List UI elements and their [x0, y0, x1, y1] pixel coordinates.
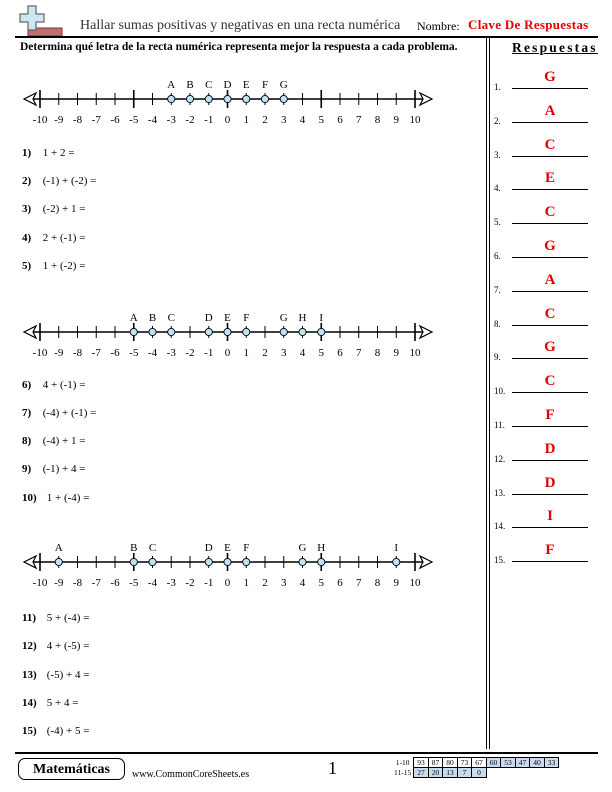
- problem-number: 2): [22, 175, 32, 187]
- problem-number: 9): [22, 463, 32, 475]
- number-line-3: [0, 535, 470, 595]
- point-label: A: [129, 312, 138, 324]
- answer-line: [512, 527, 588, 528]
- tick-label: 7: [356, 114, 362, 126]
- tick-label: 10: [409, 347, 421, 359]
- answer-value: G: [544, 69, 556, 85]
- tick-label: 6: [337, 577, 343, 589]
- tick-label: 3: [281, 577, 287, 589]
- answer-line: [512, 325, 588, 326]
- answer-value: E: [544, 170, 555, 187]
- tick-label: -4: [147, 577, 158, 589]
- tick-label: -9: [54, 347, 64, 359]
- problem: [22, 612, 89, 624]
- tick-label: 1: [243, 114, 249, 126]
- answer-value: C: [544, 204, 556, 221]
- problem: [22, 697, 78, 709]
- point-marker: [318, 328, 325, 335]
- answer-line: [512, 358, 588, 359]
- header-rule: [15, 36, 598, 38]
- point-marker: [299, 328, 306, 335]
- point-label: D: [204, 312, 213, 324]
- answer-number: 7.: [494, 284, 501, 295]
- tick-label: 0: [224, 577, 231, 589]
- answer-row: [494, 305, 594, 329]
- logo-plus-icon: [18, 4, 64, 36]
- point-label: B: [130, 542, 138, 554]
- tick-label: 3: [281, 114, 287, 126]
- problem-number: 6): [22, 379, 32, 391]
- problem-expression: 5 + 4 =: [44, 697, 79, 709]
- tick-label: 8: [374, 114, 381, 126]
- name-label: Nombre:: [417, 19, 460, 33]
- point-label: F: [243, 312, 250, 324]
- answer-row: [494, 407, 594, 430]
- answer-number: 4.: [494, 183, 501, 194]
- tick-label: 2: [262, 577, 268, 589]
- score-cell: 47: [515, 758, 530, 768]
- problem-number: 1): [22, 147, 32, 159]
- tick-label: -2: [185, 577, 195, 589]
- tick-label: -7: [91, 347, 101, 359]
- answers-title: Respuestas: [512, 40, 598, 55]
- answer-line: [512, 223, 588, 224]
- score-cell: 27: [414, 768, 429, 778]
- problem: [22, 407, 96, 419]
- problem: [22, 640, 89, 652]
- point-label: H: [317, 542, 326, 554]
- problem-expression: (-4) + 5 =: [44, 725, 90, 737]
- answer-number: 10.: [494, 386, 506, 397]
- number-line-2: [0, 305, 470, 365]
- answer-value: A: [544, 271, 556, 288]
- score-cell: 67: [472, 758, 487, 768]
- point-label: I: [319, 312, 324, 324]
- point-marker: [318, 558, 325, 565]
- answer-number: 13.: [494, 487, 506, 498]
- problem: [22, 435, 85, 447]
- tick-label: 10: [409, 114, 421, 126]
- score-cell: 7: [457, 768, 472, 778]
- point-marker: [205, 95, 212, 102]
- tick-label: 6: [337, 114, 343, 126]
- problem: [22, 203, 85, 215]
- point-marker: [299, 558, 306, 565]
- point-label: C: [167, 312, 175, 324]
- tick-label: -5: [129, 347, 139, 359]
- tick-label: 2: [262, 114, 268, 126]
- score-table: [391, 757, 559, 778]
- point-label: D: [223, 79, 232, 91]
- score-cell: 13: [443, 768, 458, 778]
- answer-number: 11.: [494, 420, 505, 430]
- score-cell: 93: [414, 758, 429, 768]
- tick-label: 0: [224, 347, 231, 359]
- answer-line: [512, 156, 588, 157]
- answer-row: [494, 170, 594, 194]
- tick-label: -5: [129, 577, 139, 589]
- problem-expression: (-1) + (-2) =: [40, 175, 97, 187]
- answer-row: [494, 339, 594, 363]
- problem: [22, 669, 89, 681]
- point-marker: [280, 95, 287, 102]
- page-number: 1: [328, 758, 337, 778]
- answer-value: C: [544, 373, 556, 390]
- tick-label: 8: [374, 577, 381, 589]
- answer-line: [512, 291, 588, 292]
- point-marker: [130, 558, 137, 565]
- answer-number: 12.: [494, 453, 506, 464]
- point-label: G: [279, 79, 288, 91]
- tick-label: 7: [356, 347, 362, 359]
- answer-value: I: [547, 508, 553, 525]
- answer-number: 2.: [494, 115, 501, 126]
- answer-line: [512, 392, 588, 393]
- point-label: I: [394, 542, 399, 554]
- tick-label: 10: [409, 577, 421, 589]
- point-marker: [149, 328, 156, 335]
- tick-label: 9: [393, 114, 399, 126]
- tick-label: 5: [318, 347, 324, 359]
- answer-number: 5.: [494, 217, 501, 228]
- point-marker: [224, 328, 231, 335]
- tick-label: -6: [110, 347, 120, 359]
- answer-value: G: [544, 339, 556, 356]
- problem-expression: (-5) + 4 =: [44, 669, 90, 681]
- problem: [22, 379, 85, 391]
- point-marker: [55, 558, 62, 565]
- tick-label: 9: [393, 347, 399, 359]
- point-label: A: [54, 542, 63, 554]
- score-cell: 40: [530, 758, 545, 768]
- point-label: C: [148, 542, 157, 554]
- tick-label: -3: [166, 577, 176, 589]
- point-marker: [130, 328, 137, 335]
- answer-column-divider: [486, 37, 490, 749]
- answer-value: D: [544, 474, 556, 491]
- point-marker: [393, 558, 400, 565]
- tick-label: 4: [299, 577, 306, 589]
- tick-label: -9: [54, 577, 64, 589]
- answer-value: D: [544, 440, 556, 457]
- problem-number: 7): [22, 407, 32, 419]
- problem-expression: 1 + (-2) =: [40, 260, 86, 272]
- problem-expression: 2 + (-1) =: [40, 232, 86, 244]
- problem-number: 14): [22, 697, 37, 709]
- answer-row: [494, 136, 594, 160]
- answer-line: [512, 122, 588, 123]
- point-label: B: [148, 312, 157, 324]
- answer-row: [494, 102, 594, 126]
- answer-line: [512, 88, 588, 89]
- problem: [22, 147, 74, 159]
- tick-label: 0: [224, 114, 231, 126]
- problem-number: 12): [22, 640, 37, 652]
- tick-label: -4: [147, 347, 158, 359]
- point-label: H: [298, 312, 307, 324]
- point-marker: [261, 95, 268, 102]
- answer-number: 8.: [494, 318, 501, 329]
- problem-expression: 5 + (-4) =: [44, 612, 90, 624]
- answer-number: 3.: [494, 149, 501, 160]
- problem-number: 8): [22, 435, 32, 447]
- tick-label: 5: [318, 114, 324, 126]
- tick-label: -1: [204, 577, 214, 589]
- answer-row: [494, 204, 594, 228]
- problem-number: 15): [22, 725, 37, 737]
- tick-label: 1: [243, 577, 249, 589]
- answer-number: 6.: [494, 251, 501, 261]
- tick-label: -8: [72, 577, 83, 589]
- score-cell: 0: [472, 768, 487, 778]
- point-marker: [243, 558, 250, 565]
- site-url: www.CommonCoreSheets.es: [132, 769, 250, 780]
- answer-value: F: [545, 407, 555, 423]
- answer-row: [494, 508, 594, 532]
- point-label: G: [298, 542, 307, 554]
- answer-row: [494, 271, 594, 295]
- tick-label: 5: [318, 577, 324, 589]
- problem-number: 10): [22, 492, 37, 504]
- tick-label: 1: [243, 347, 249, 359]
- point-label: G: [279, 312, 288, 324]
- tick-label: 3: [281, 347, 287, 359]
- problem-expression: 1 + 2 =: [40, 147, 75, 159]
- point-marker: [149, 558, 156, 565]
- point-marker: [224, 95, 231, 102]
- answer-number: 1.: [494, 82, 501, 92]
- point-marker: [224, 558, 231, 565]
- problem: [22, 175, 96, 187]
- instructions: Determina qué letra de la recta numérica representa mejor la respuesta a cada problema.: [20, 41, 458, 53]
- answer-line: [512, 460, 588, 461]
- answer-line: [512, 426, 588, 427]
- brand-badge: Matemáticas: [18, 758, 125, 780]
- answer-row: [494, 238, 594, 261]
- problem: [22, 260, 85, 272]
- tick-label: -2: [185, 114, 195, 126]
- tick-label: -8: [72, 114, 83, 126]
- problem: [22, 232, 85, 244]
- problem-expression: 1 + (-4) =: [44, 492, 90, 504]
- answer-row: [494, 69, 594, 92]
- answer-row: [494, 373, 594, 397]
- point-marker: [168, 328, 175, 335]
- score-row: [391, 768, 559, 778]
- worksheet-title: Hallar sumas positivas y negativas en una recta numérica: [80, 18, 401, 33]
- tick-label: -7: [91, 114, 101, 126]
- tick-label: -9: [54, 114, 64, 126]
- tick-label: 9: [393, 577, 399, 589]
- answer-line: [512, 257, 588, 258]
- number-line-1: [0, 72, 470, 132]
- problem-expression: 4 + (-1) =: [40, 379, 86, 391]
- tick-label: 2: [262, 347, 268, 359]
- point-label: F: [261, 79, 269, 91]
- problem-number: 4): [22, 232, 32, 244]
- point-marker: [205, 558, 212, 565]
- answer-value: A: [544, 102, 556, 119]
- tick-label: -6: [110, 114, 120, 126]
- problem-expression: 4 + (-5) =: [44, 640, 90, 652]
- answer-row: [494, 440, 594, 464]
- point-label: E: [224, 312, 231, 324]
- problem-number: 3): [22, 203, 32, 215]
- tick-label: -1: [204, 114, 214, 126]
- score-row: [391, 758, 559, 768]
- answer-line: [512, 189, 588, 190]
- problem-expression: (-4) + 1 =: [40, 435, 86, 447]
- tick-label: -3: [166, 347, 176, 359]
- tick-label: 4: [299, 347, 306, 359]
- point-label: E: [224, 542, 231, 554]
- problem-expression: (-4) + (-1) =: [40, 407, 97, 419]
- tick-label: -10: [32, 577, 48, 589]
- tick-label: 8: [374, 347, 381, 359]
- problem: [22, 463, 85, 475]
- tick-label: -10: [32, 347, 48, 359]
- score-cell: 60: [486, 758, 501, 768]
- tick-label: -4: [147, 114, 158, 126]
- answer-number: 14.: [494, 521, 506, 532]
- score-row-label: 11-15: [394, 768, 412, 777]
- problem: [22, 725, 89, 737]
- answer-value: C: [544, 305, 556, 322]
- score-row-label: 1-10: [395, 758, 410, 767]
- point-marker: [186, 95, 193, 102]
- answer-line: [512, 561, 588, 562]
- footer-rule: [15, 752, 598, 754]
- answer-value: C: [544, 136, 556, 153]
- tick-label: -10: [32, 114, 48, 126]
- problem-number: 5): [22, 260, 32, 272]
- score-cell: 73: [457, 758, 472, 768]
- tick-label: 4: [299, 114, 306, 126]
- problem-expression: (-2) + 1 =: [40, 203, 86, 215]
- answer-number: 9.: [494, 352, 501, 363]
- answer-value: F: [545, 542, 555, 559]
- tick-label: 6: [337, 347, 343, 359]
- tick-label: -6: [110, 577, 120, 589]
- name-value: Clave De Respuestas: [468, 17, 589, 32]
- answer-number: 15.: [494, 555, 506, 566]
- point-label: D: [204, 542, 213, 554]
- point-marker: [243, 95, 250, 102]
- point-marker: [243, 328, 250, 335]
- point-label: C: [205, 79, 213, 91]
- answer-row: [494, 542, 594, 566]
- tick-label: -3: [166, 114, 176, 126]
- score-cell: 87: [428, 758, 443, 768]
- tick-label: -1: [204, 347, 214, 359]
- point-marker: [168, 95, 175, 102]
- point-marker: [205, 328, 212, 335]
- point-label: E: [242, 79, 250, 91]
- point-label: F: [243, 542, 250, 554]
- tick-label: 7: [356, 577, 362, 589]
- answer-line: [512, 494, 588, 495]
- score-cell: 20: [428, 768, 443, 778]
- tick-label: -8: [72, 347, 83, 359]
- point-marker: [280, 328, 287, 335]
- point-label: A: [167, 79, 176, 91]
- problem: [22, 492, 89, 504]
- answer-value: G: [544, 238, 556, 254]
- score-cell: 80: [443, 758, 458, 768]
- problem-number: 13): [22, 669, 37, 681]
- tick-label: -5: [129, 114, 139, 126]
- score-cell: 33: [544, 758, 559, 768]
- answer-row: [494, 474, 594, 498]
- problem-expression: (-1) + 4 =: [40, 463, 86, 475]
- tick-label: -7: [91, 577, 101, 589]
- score-cell: 53: [501, 758, 516, 768]
- tick-label: -2: [185, 347, 195, 359]
- point-label: B: [186, 79, 194, 91]
- problem-number: 11): [22, 612, 37, 624]
